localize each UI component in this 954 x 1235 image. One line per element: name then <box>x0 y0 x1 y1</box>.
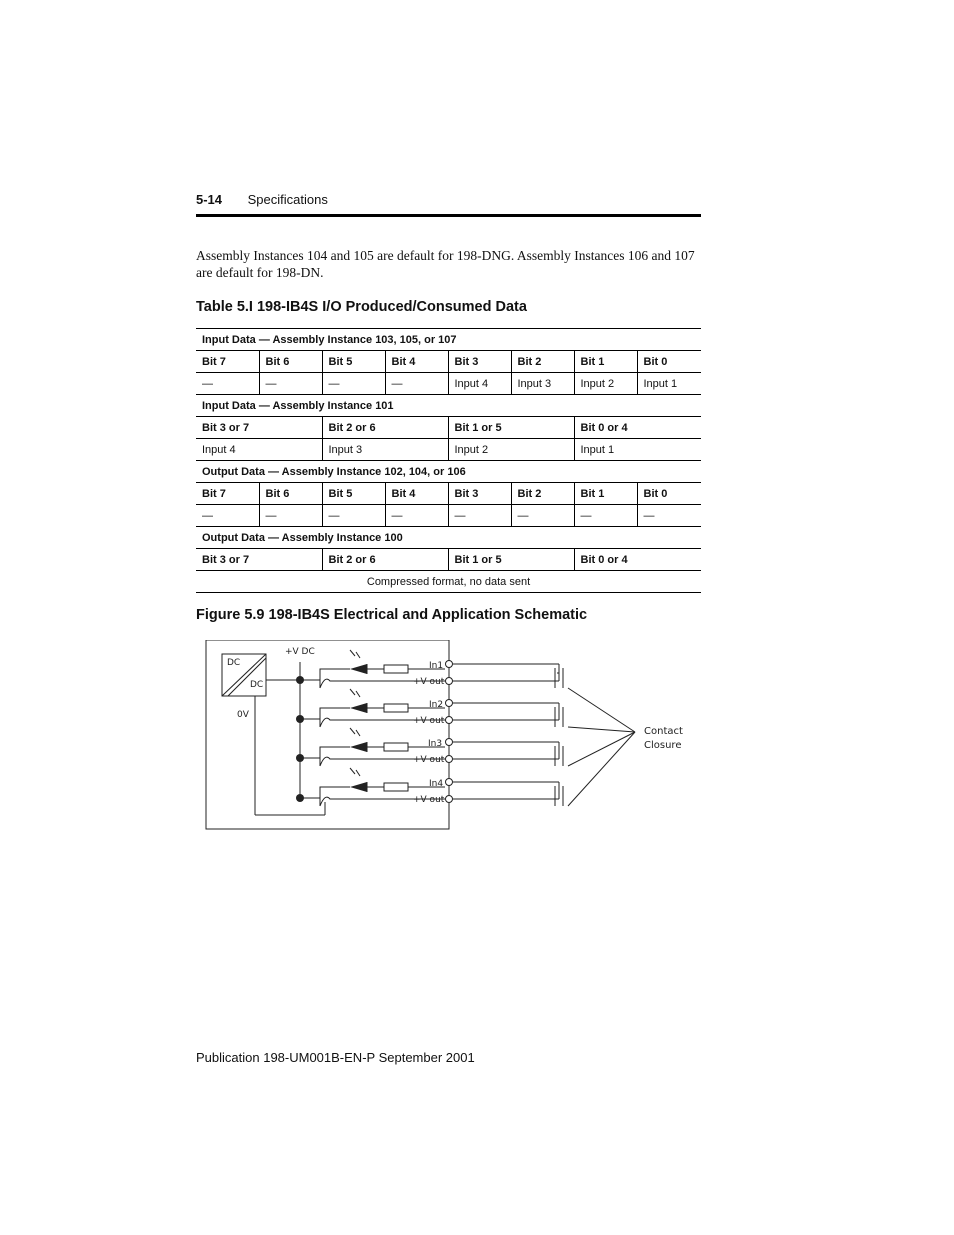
table-row <box>196 505 701 527</box>
in2-label: In2 <box>429 700 444 710</box>
section-heading: Output Data — Assembly Instance 102, 104, or 106 <box>196 461 701 483</box>
table-section-heading <box>196 329 701 351</box>
led-1-icon <box>350 664 367 674</box>
bit-header: Bit 0 <box>637 351 701 373</box>
closure-label: Closure <box>644 740 682 751</box>
table-cell: Input 4 <box>448 373 511 395</box>
vout-label: +V out <box>413 755 445 765</box>
table-row <box>196 373 701 395</box>
bit-header: Bit 2 <box>511 351 574 373</box>
bit-header: Bit 4 <box>385 351 448 373</box>
section-heading: Input Data — Assembly Instance 103, 105, or 107 <box>196 329 701 351</box>
vout-label: +V out <box>413 795 445 805</box>
table-cell: — <box>322 505 385 527</box>
in4-label: In4 <box>429 779 444 789</box>
bit-header: Bit 5 <box>322 483 385 505</box>
bit-header: Bit 2 or 6 <box>322 417 448 439</box>
table-cell: — <box>511 505 574 527</box>
schematic-svg <box>200 640 700 835</box>
vdc-label: +V DC <box>285 647 315 657</box>
header-rule <box>196 214 701 217</box>
zero-v-label: 0V <box>237 710 249 720</box>
page-number: 5-14 <box>196 192 223 207</box>
schematic-figure <box>200 640 700 840</box>
table-row <box>196 417 701 439</box>
bit-header: Bit 7 <box>196 483 259 505</box>
led-4-icon <box>350 782 367 792</box>
table-cell: Input 3 <box>511 373 574 395</box>
table-section-heading <box>196 395 701 417</box>
table-row <box>196 351 701 373</box>
table-cell: — <box>574 505 637 527</box>
table-cell: Input 2 <box>448 439 574 461</box>
contact-symbols <box>555 668 635 806</box>
bit-header: Bit 0 <box>637 483 701 505</box>
table-cell: Input 4 <box>196 439 322 461</box>
bit-header: Bit 3 or 7 <box>196 549 322 571</box>
table-row <box>196 549 701 571</box>
in1-label: In1 <box>429 661 444 671</box>
table-cell: — <box>385 373 448 395</box>
table-row <box>196 483 701 505</box>
bit-header: Bit 2 <box>511 483 574 505</box>
table-cell: — <box>448 505 511 527</box>
in3-label: In3 <box>428 739 443 749</box>
table-cell: — <box>259 373 322 395</box>
table-cell: Input 1 <box>574 439 701 461</box>
bit-header: Bit 2 or 6 <box>322 549 448 571</box>
bit-header: Bit 1 or 5 <box>448 417 574 439</box>
bit-header: Bit 5 <box>322 351 385 373</box>
section-heading: Input Data — Assembly Instance 101 <box>196 395 701 417</box>
table-row <box>196 571 701 593</box>
table-row <box>196 439 701 461</box>
bit-header: Bit 0 or 4 <box>574 417 701 439</box>
section-title: Specifications <box>247 192 328 207</box>
table-section-heading <box>196 527 701 549</box>
table-cell: — <box>196 373 259 395</box>
table-cell: Input 1 <box>637 373 701 395</box>
bit-header: Bit 3 <box>448 351 511 373</box>
table-cell: — <box>259 505 322 527</box>
page-footer: Publication 198-UM001B-EN-P September 2001 <box>196 1050 475 1065</box>
bit-header: Bit 1 <box>574 351 637 373</box>
led-2-icon <box>350 703 367 713</box>
bit-header: Bit 7 <box>196 351 259 373</box>
figure-title: Figure 5.9 198-IB4S Electrical and Application Schematic <box>196 607 588 623</box>
table-cell: — <box>196 505 259 527</box>
table-cell: — <box>637 505 701 527</box>
table-cell: — <box>322 373 385 395</box>
bit-header: Bit 6 <box>259 351 322 373</box>
table-note: Compressed format, no data sent <box>196 571 701 593</box>
intro-paragraph: Assembly Instances 104 and 105 are default for 198-DNG. Assembly Instances 106 and 107 are default for 198-DN. <box>196 248 695 280</box>
table-cell: — <box>385 505 448 527</box>
bit-header: Bit 4 <box>385 483 448 505</box>
table-cell: Input 2 <box>574 373 637 395</box>
bit-header: Bit 3 <box>448 483 511 505</box>
section-heading: Output Data — Assembly Instance 100 <box>196 527 701 549</box>
bit-header: Bit 1 or 5 <box>448 549 574 571</box>
vout-label: +V out <box>413 677 445 687</box>
contact-label: Contact <box>644 726 683 737</box>
bit-header: Bit 0 or 4 <box>574 549 701 571</box>
vout-label: +V out <box>413 716 445 726</box>
dc-bottom-label: DC <box>250 680 264 690</box>
led-3-icon <box>350 742 367 752</box>
table-title: Table 5.I 198-IB4S I/O Produced/Consumed Data <box>196 299 527 315</box>
page-header <box>196 192 328 207</box>
io-data-table <box>196 328 701 593</box>
bit-header: Bit 3 or 7 <box>196 417 322 439</box>
bit-header: Bit 1 <box>574 483 637 505</box>
bit-header: Bit 6 <box>259 483 322 505</box>
table-cell: Input 3 <box>322 439 448 461</box>
dc-top-label: DC <box>227 658 241 668</box>
table-section-heading <box>196 461 701 483</box>
